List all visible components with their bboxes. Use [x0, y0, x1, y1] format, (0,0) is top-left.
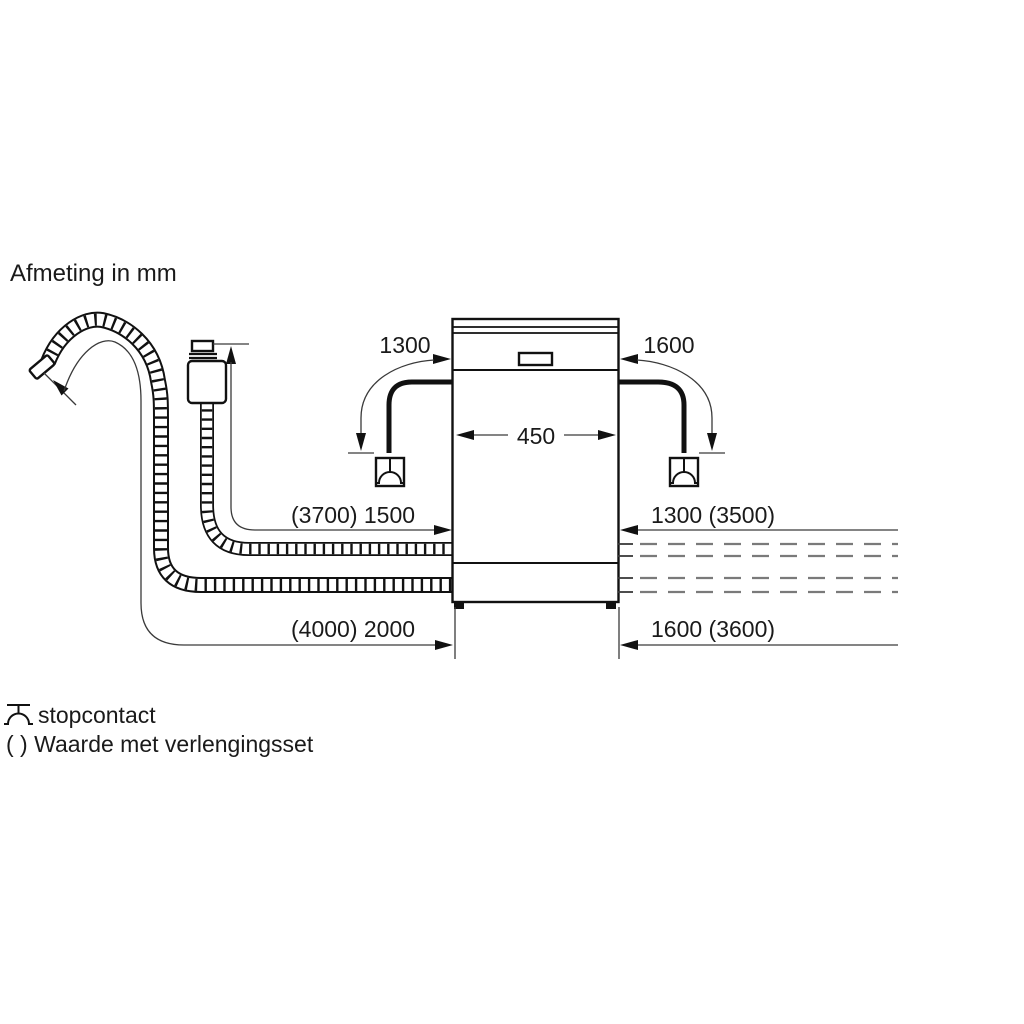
dim-line: [64, 341, 436, 645]
dim-hose-right-upper: [620, 502, 898, 535]
hose-continuation-dashed-lines: [618, 544, 898, 592]
right-arrow-icon: [434, 525, 452, 535]
dishwasher-outline: [452, 319, 619, 609]
power-cord-right: [618, 382, 684, 453]
dim-label-drain-left: (4000) 2000: [291, 616, 416, 642]
left-arrow-icon: [620, 354, 638, 364]
right-arrow-icon: [433, 354, 451, 364]
dim-label-supply-left: (3700) 1500: [291, 502, 416, 528]
legend: [4, 702, 314, 757]
socket-right: [669, 458, 699, 486]
dim-cord-left: [348, 332, 451, 453]
drain-hose-end-cap: [29, 355, 55, 380]
socket-left: [375, 458, 405, 486]
power-cord-left: [389, 382, 452, 453]
dim-supply-hose: [213, 344, 452, 535]
dim-label-hose-right-upper: 1300 (3500): [651, 502, 776, 528]
tap-nut: [192, 341, 213, 351]
legend-extension-note: ( ) Waarde met verlengingsset: [6, 731, 314, 757]
dim-drain-hose: [44, 341, 453, 650]
dim-label-cord-right: 1600: [643, 332, 695, 358]
legend-socket-label: stopcontact: [38, 702, 156, 728]
down-arrow-icon: [356, 433, 366, 451]
left-arrow-icon: [620, 640, 638, 650]
dim-cord-right: [620, 332, 725, 453]
dim-hose-right-lower: [620, 616, 898, 650]
valve-body: [188, 361, 226, 403]
dim-label-cord-left: 1300: [379, 332, 431, 358]
dim-label-width: 450: [516, 423, 556, 449]
right-arrow-icon: [435, 640, 453, 650]
dim-leader: [637, 360, 712, 441]
dim-leader: [361, 360, 434, 441]
door-handle: [519, 353, 552, 365]
dim-label-hose-right-lower: 1600 (3600): [651, 616, 776, 642]
up-arrow-icon: [226, 346, 236, 364]
down-arrow-icon: [707, 433, 717, 451]
up-left-arrow-icon: [53, 380, 69, 396]
power-socket-icon: [4, 705, 33, 724]
left-arrow-icon: [620, 525, 638, 535]
foot-right: [606, 602, 616, 609]
water-tap-valve: [188, 341, 226, 403]
diagram-title: Afmeting in mm: [10, 260, 177, 287]
